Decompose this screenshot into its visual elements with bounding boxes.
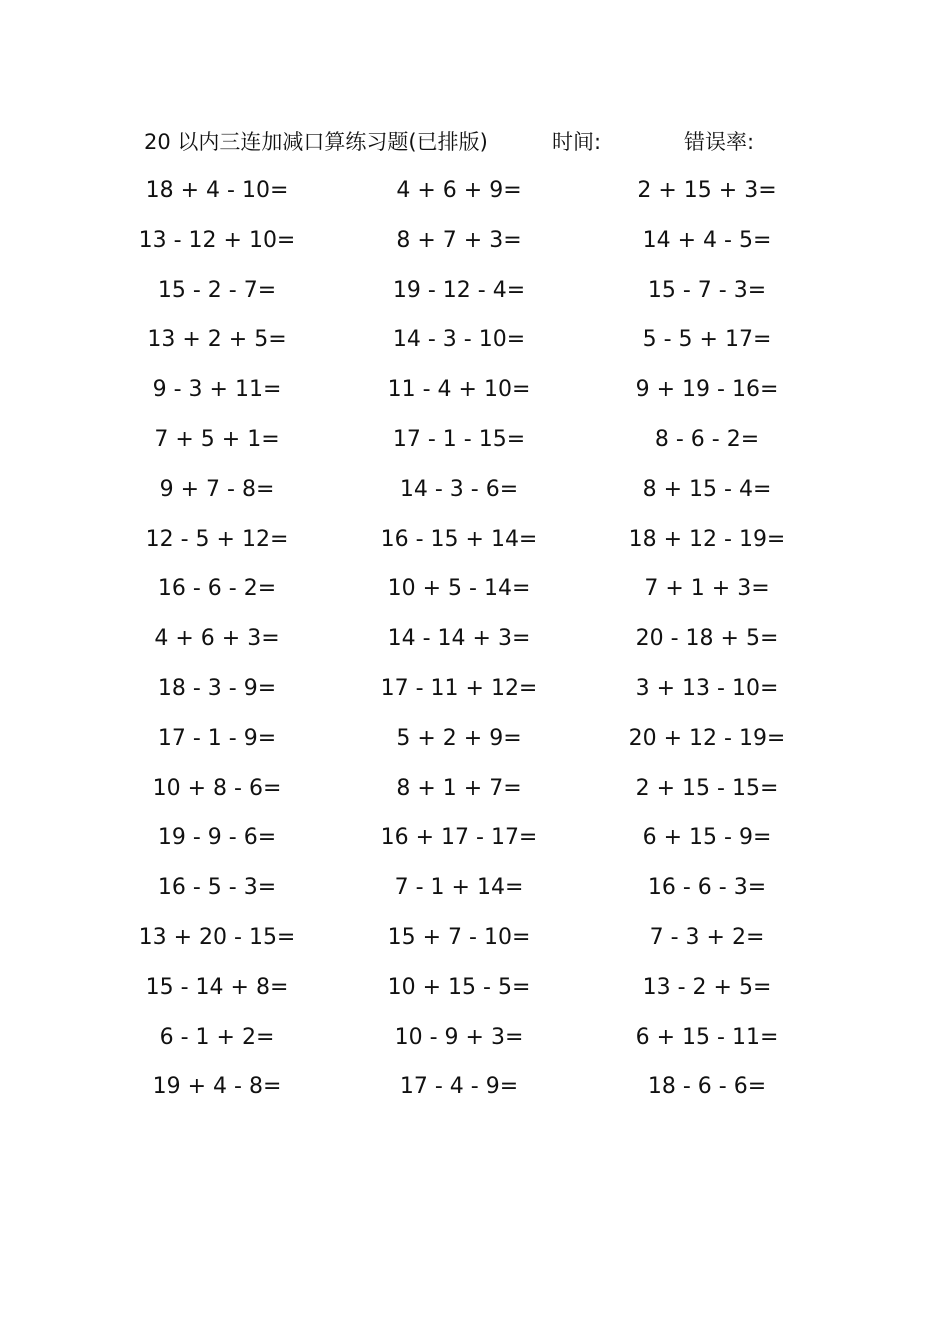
problem-item: 9 + 7 - 8= bbox=[159, 476, 275, 502]
problem-item: 18 + 12 - 19= bbox=[628, 526, 786, 552]
worksheet-title: 20 以内三连加减口算练习题(已排版) bbox=[144, 130, 488, 154]
problem-row bbox=[0, 817, 950, 867]
problem-item: 15 - 2 - 7= bbox=[157, 277, 277, 303]
problem-grid bbox=[0, 170, 950, 1116]
problem-item: 7 - 3 + 2= bbox=[649, 924, 765, 950]
problem-item: 17 - 1 - 15= bbox=[392, 426, 526, 452]
worksheet-header bbox=[144, 124, 784, 160]
problem-item: 10 + 5 - 14= bbox=[387, 576, 531, 602]
problem-item: 16 - 15 + 14= bbox=[380, 526, 538, 552]
problem-item: 15 - 14 + 8= bbox=[145, 974, 289, 1000]
problem-item: 13 - 12 + 10= bbox=[138, 227, 296, 253]
problem-item: 2 + 15 + 3= bbox=[637, 178, 777, 203]
problem-row bbox=[0, 1066, 950, 1116]
problem-item: 17 - 1 - 9= bbox=[157, 725, 277, 751]
problem-row bbox=[0, 867, 950, 917]
problem-item: 2 + 15 - 15= bbox=[635, 775, 779, 801]
problem-row bbox=[0, 319, 950, 369]
problem-row bbox=[0, 768, 950, 818]
problem-item: 19 - 12 - 4= bbox=[392, 277, 526, 303]
problem-item: 10 + 15 - 5= bbox=[387, 974, 531, 1000]
problem-item: 14 - 3 - 10= bbox=[392, 327, 526, 353]
problem-item: 12 - 5 + 12= bbox=[145, 526, 289, 552]
problem-item: 18 + 4 - 10= bbox=[145, 178, 289, 203]
error-rate-label: 错误率: bbox=[684, 130, 755, 154]
problem-item: 5 + 2 + 9= bbox=[396, 725, 522, 751]
problem-item: 14 + 4 - 5= bbox=[642, 227, 772, 253]
problem-item: 6 - 1 + 2= bbox=[159, 1024, 275, 1050]
problem-item: 20 - 18 + 5= bbox=[635, 626, 779, 652]
problem-item: 8 + 7 + 3= bbox=[396, 227, 522, 253]
problem-row bbox=[0, 568, 950, 618]
problem-item: 9 - 3 + 11= bbox=[152, 377, 282, 403]
problem-item: 19 - 9 - 6= bbox=[157, 825, 277, 851]
problem-row bbox=[0, 917, 950, 967]
problem-item: 11 - 4 + 10= bbox=[387, 377, 531, 403]
time-label: 时间: bbox=[552, 130, 602, 154]
problem-item: 15 + 7 - 10= bbox=[387, 924, 531, 950]
problem-row bbox=[0, 718, 950, 768]
problem-item: 17 - 11 + 12= bbox=[380, 675, 538, 701]
problem-item: 7 + 1 + 3= bbox=[644, 576, 770, 602]
problem-row bbox=[0, 270, 950, 320]
problem-item: 13 + 20 - 15= bbox=[138, 924, 296, 950]
problem-item: 7 + 5 + 1= bbox=[154, 426, 280, 452]
problem-item: 13 - 2 + 5= bbox=[642, 974, 772, 1000]
problem-item: 6 + 15 - 9= bbox=[642, 825, 772, 851]
problem-row bbox=[0, 668, 950, 718]
problem-item: 16 - 6 - 3= bbox=[647, 875, 767, 901]
problem-item: 14 - 14 + 3= bbox=[387, 626, 531, 652]
problem-item: 7 - 1 + 14= bbox=[394, 875, 524, 901]
problem-row bbox=[0, 220, 950, 270]
problem-item: 4 + 6 + 9= bbox=[396, 178, 522, 203]
problem-item: 3 + 13 - 10= bbox=[635, 675, 779, 701]
problem-item: 8 + 1 + 7= bbox=[396, 775, 522, 801]
problem-item: 18 - 3 - 9= bbox=[157, 675, 277, 701]
problem-item: 19 + 4 - 8= bbox=[152, 1074, 282, 1100]
problem-item: 16 + 17 - 17= bbox=[380, 825, 538, 851]
problem-row bbox=[0, 419, 950, 469]
problem-item: 18 - 6 - 6= bbox=[647, 1074, 767, 1100]
problem-item: 13 + 2 + 5= bbox=[147, 327, 287, 353]
problem-item: 8 + 15 - 4= bbox=[642, 476, 772, 502]
problem-item: 8 - 6 - 2= bbox=[654, 426, 760, 452]
problem-row bbox=[0, 519, 950, 569]
problem-item: 20 + 12 - 19= bbox=[628, 725, 786, 751]
problem-item: 10 - 9 + 3= bbox=[394, 1024, 524, 1050]
problem-item: 10 + 8 - 6= bbox=[152, 775, 282, 801]
problem-row bbox=[0, 469, 950, 519]
problem-row bbox=[0, 618, 950, 668]
problem-item: 16 - 5 - 3= bbox=[157, 875, 277, 901]
problem-row bbox=[0, 170, 950, 220]
problem-item: 14 - 3 - 6= bbox=[399, 476, 519, 502]
problem-item: 15 - 7 - 3= bbox=[647, 277, 767, 303]
problem-item: 6 + 15 - 11= bbox=[635, 1024, 779, 1050]
problem-row bbox=[0, 369, 950, 419]
problem-item: 16 - 6 - 2= bbox=[157, 576, 277, 602]
problem-row bbox=[0, 1017, 950, 1067]
problem-item: 9 + 19 - 16= bbox=[635, 377, 779, 403]
problem-row bbox=[0, 967, 950, 1017]
problem-item: 5 - 5 + 17= bbox=[642, 327, 772, 353]
problem-item: 17 - 4 - 9= bbox=[399, 1074, 519, 1100]
problem-item: 4 + 6 + 3= bbox=[154, 626, 280, 652]
